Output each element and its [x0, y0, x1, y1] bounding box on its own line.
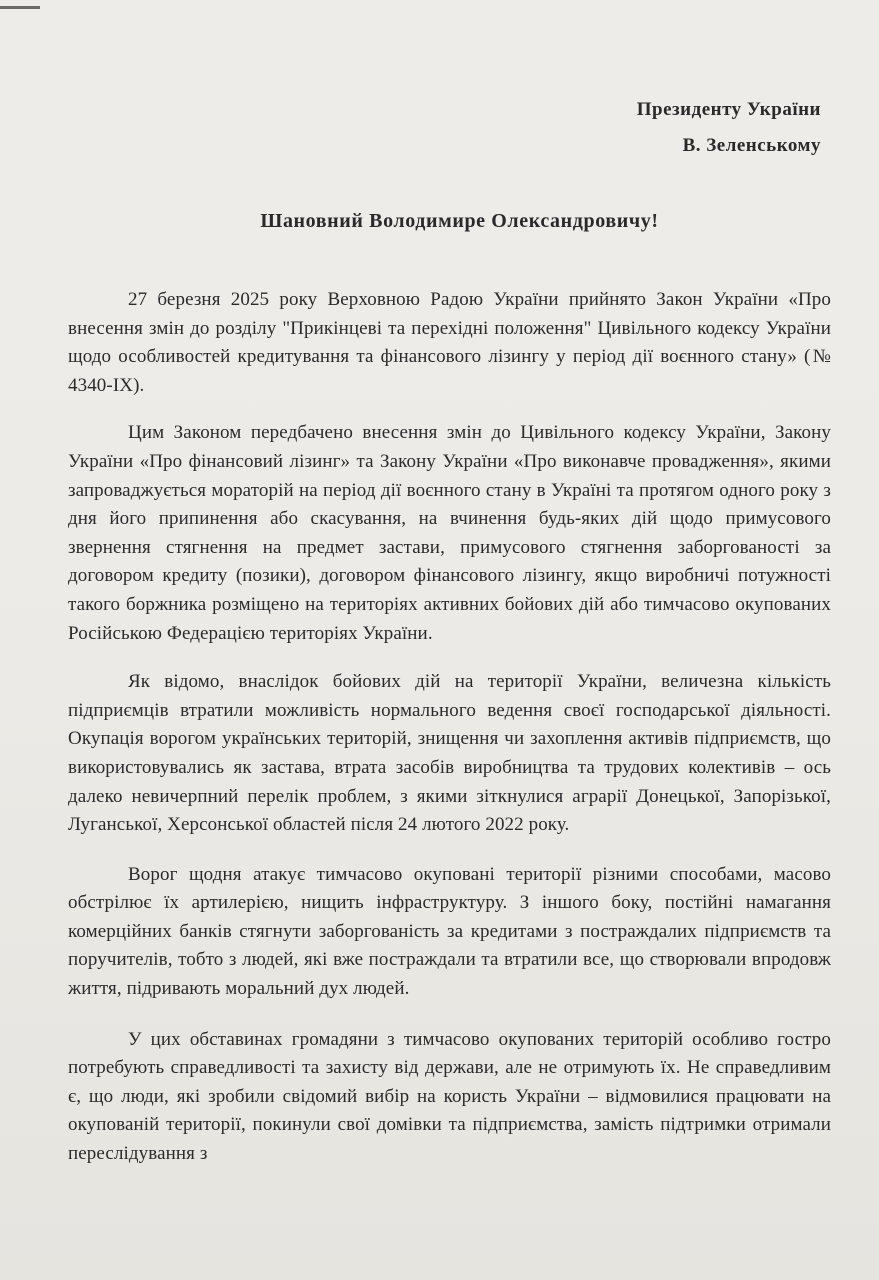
addressee-name: В. Зеленському: [682, 135, 821, 156]
paragraph-justice-request: У цих обставинах громадяни з тимчасово окупованих територій особливо гостро потребують справедливості та захисту від держави, але не отримують їх. Не справедливим є, що люди, які зробили свідомий вибір на користь України – відмовилися працювати на окупованій території, покинули свої домівки та підприємства, замість підтримки отримали переслідування з: [68, 1028, 831, 1165]
paragraph-enemy-attacks: Ворог щодня атакує тимчасово окуповані території різними способами, масово обстрілює їх артилерією, нищить інфраструктуру. З іншого боку, постійні намагання комерційних банків стягнути заборгованість за кредитами з постраждалих підприємств та поручителів, тобто з людей, які вже постраждали та втратили все, що створювали впродовж життя, підривають моральний дух людей.: [68, 863, 831, 1000]
addressee-title: Президенту України: [636, 99, 821, 120]
paragraph-law-provisions: Цим Законом передбачено внесення змін до Цивільного кодексу України, Закону України «Про фінансовий лізинг» та Закону України «Про виконавче провадження», якими запроваджується мораторій на період дії воєнного стану в Україні та протягом одного року з дня його припинення або скасування, на вчинення будь-яких дій щодо примусового звернення стягнення на предмет застави, примусового стягнення заборгованості за договором кредиту (позики), договором фінансового лізингу, якщо виробничі потужності такого боржника розміщено на територіях активних бойових дій або тимчасово окупованих Російською Федерацією територіях України.: [68, 422, 831, 644]
salutation: Шановний Володимире Олександровичу!: [260, 210, 659, 232]
page-edge-mark: [0, 6, 40, 9]
letter-body: [68, 286, 831, 1188]
addressee-block: [637, 92, 821, 164]
paragraph-law-adoption: 27 березня 2025 року Верховною Радою України прийнято Закон України «Про внесення змін до розділу "Прикінцеві та перехідні положення" Цивільного кодексу України щодо особливостей кредитування та фінансового лізингу у період дії воєнного стану» (№ 4340-IX).: [68, 289, 831, 396]
paragraph-business-losses: Як відомо, внаслідок бойових дій на території України, величезна кількість підприємців втратили можливість нормального ведення своєї господарської діяльності. Окупація ворогом українських територій, знищення чи захоплення активів підприємств, що використовувались як застава, втрата засобів виробництва та трудових колективів – ось далеко невичерпний перелік проблем, з якими зіткнулися аграрії Донецької, Запорізької, Луганської, Херсонської областей після 24 лютого 2022 року.: [68, 671, 831, 836]
